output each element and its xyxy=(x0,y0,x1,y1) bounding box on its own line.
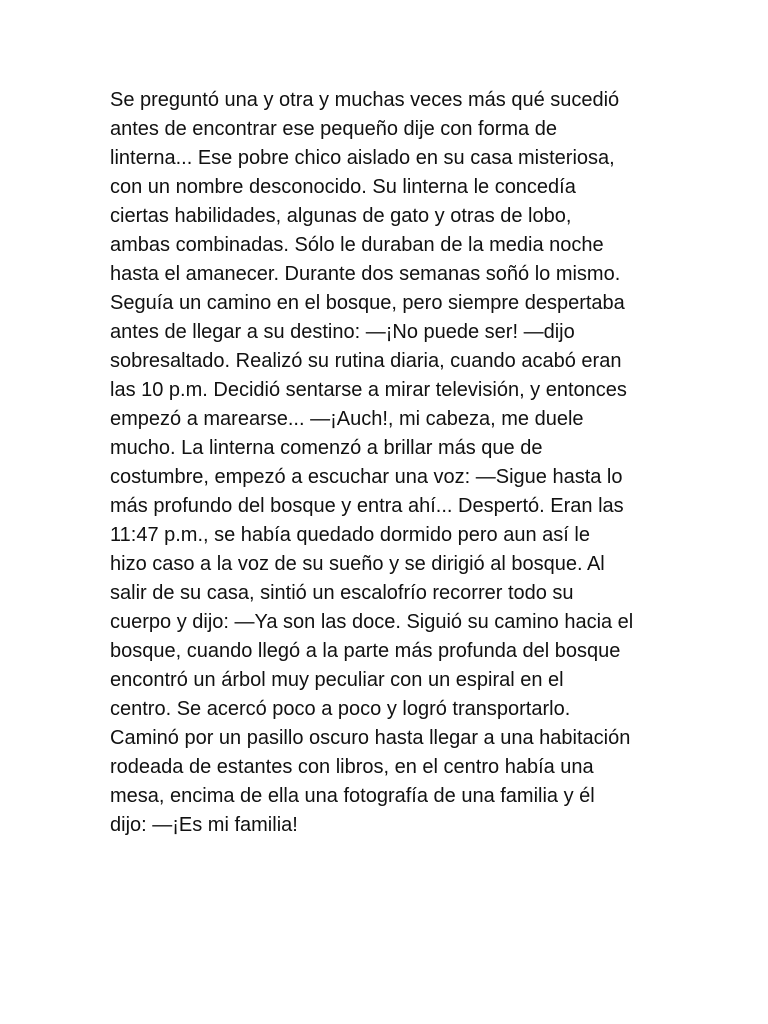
paragraph-line: Seguía un camino en el bosque, pero siempre despertaba xyxy=(110,292,625,314)
paragraph-line: hizo caso a la voz de su sueño y se dirigió al bosque. Al xyxy=(110,553,605,575)
paragraph-line: Se preguntó una y otra y muchas veces más qué sucedió xyxy=(110,89,620,111)
paragraph-line: Caminó por un pasillo oscuro hasta llegar a una habitación xyxy=(110,727,631,749)
paragraph-line: más profundo del bosque y entra ahí... Despertó. Eran las xyxy=(110,495,624,517)
paragraph-line: las 10 p.m. Decidió sentarse a mirar televisión, y entonces xyxy=(110,379,627,401)
paragraph-line: hasta el amanecer. Durante dos semanas soñó lo mismo. xyxy=(110,263,621,285)
paragraph-line: linterna... Ese pobre chico aislado en su casa misteriosa, xyxy=(110,147,615,169)
body-paragraph xyxy=(110,86,670,840)
paragraph-line: sobresaltado. Realizó su rutina diaria, cuando acabó eran xyxy=(110,350,622,372)
paragraph-line: cuerpo y dijo: —Ya son las doce. Siguió su camino hacia el xyxy=(110,611,634,633)
paragraph-line: dijo: —¡Es mi familia! xyxy=(110,814,298,836)
paragraph-line: centro. Se acercó poco a poco y logró transportarlo. xyxy=(110,698,571,720)
paragraph-line: bosque, cuando llegó a la parte más profunda del bosque xyxy=(110,640,621,662)
paragraph-line: mesa, encima de ella una fotografía de una familia y él xyxy=(110,785,595,807)
paragraph-line: empezó a marearse... —¡Auch!, mi cabeza, me duele xyxy=(110,408,584,430)
paragraph-line: encontró un árbol muy peculiar con un espiral en el xyxy=(110,669,564,691)
paragraph-line: antes de llegar a su destino: —¡No puede ser! —dijo xyxy=(110,321,575,343)
paragraph-line: antes de encontrar ese pequeño dije con forma de xyxy=(110,118,557,140)
paragraph-line: con un nombre desconocido. Su linterna le concedía xyxy=(110,176,576,198)
paragraph-line: costumbre, empezó a escuchar una voz: —Sigue hasta lo xyxy=(110,466,623,488)
paragraph-line: ambas combinadas. Sólo le duraban de la media noche xyxy=(110,234,604,256)
paragraph-line: mucho. La linterna comenzó a brillar más que de xyxy=(110,437,543,459)
paragraph-line: ciertas habilidades, algunas de gato y otras de lobo, xyxy=(110,205,572,227)
paragraph-line: rodeada de estantes con libros, en el centro había una xyxy=(110,756,594,778)
paragraph-line: salir de su casa, sintió un escalofrío recorrer todo su xyxy=(110,582,574,604)
paragraph-line: 11:47 p.m., se había quedado dormido pero aun así le xyxy=(110,524,590,546)
